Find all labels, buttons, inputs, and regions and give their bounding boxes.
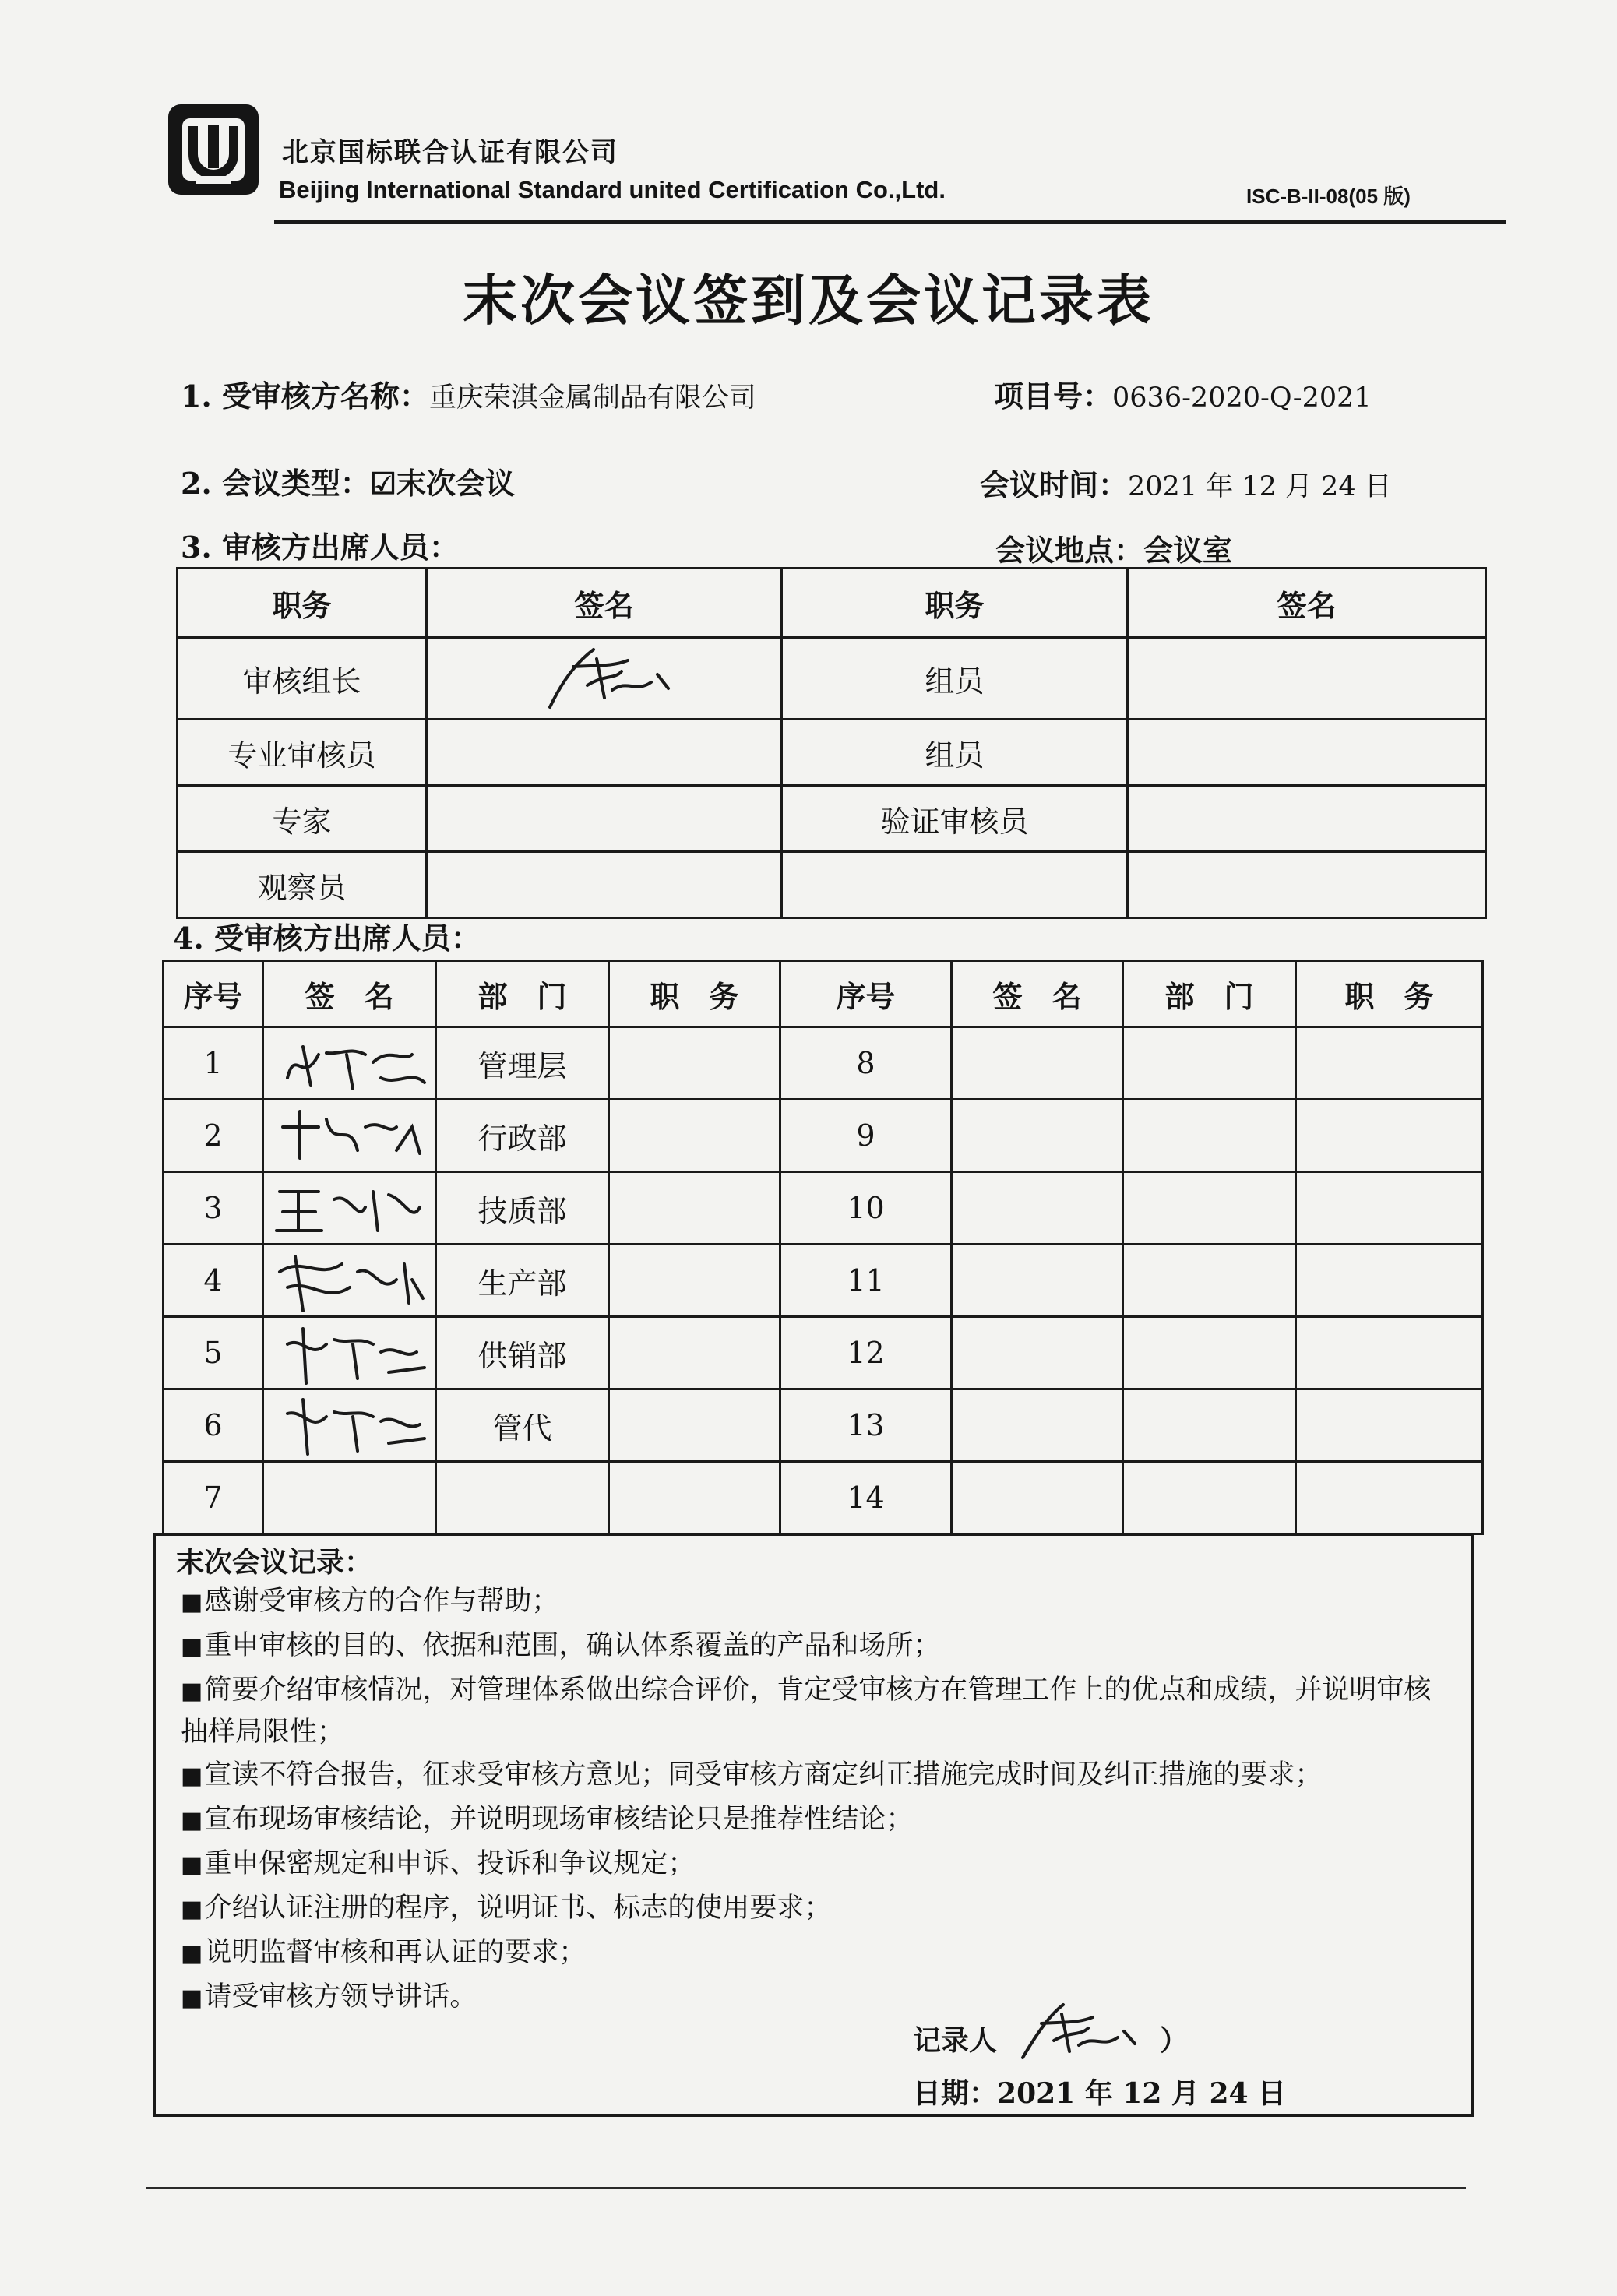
handwritten-signature bbox=[272, 1031, 428, 1095]
signature-cell bbox=[263, 1100, 436, 1172]
role-cell: 观察员 bbox=[178, 852, 427, 918]
header-signature: 签 名 bbox=[952, 961, 1123, 1027]
department-cell: 生产部 bbox=[436, 1245, 609, 1317]
department-cell bbox=[436, 1462, 609, 1534]
record-list-item bbox=[181, 1977, 1458, 2019]
record-item-text: 简要介绍审核情况，对管理体系做出综合评价，肯定受审核方在管理工作上的优点和成绩，并说明审核抽样局限性； bbox=[181, 1674, 1432, 1748]
signature-cell bbox=[1128, 852, 1486, 918]
department-cell: 管代 bbox=[436, 1389, 609, 1462]
header-position: 职 务 bbox=[609, 961, 780, 1027]
signature-cell bbox=[952, 1389, 1123, 1462]
number-cell: 1 bbox=[164, 1027, 263, 1100]
header-role: 职务 bbox=[178, 569, 427, 638]
recorder-line bbox=[913, 2019, 1188, 2062]
header-rule bbox=[274, 220, 1506, 224]
auditor-attendees-heading: 3. 审核方出席人员： bbox=[181, 530, 459, 565]
meeting-type-value: ☑末次会议 bbox=[369, 466, 515, 501]
department-cell: 供销部 bbox=[436, 1317, 609, 1389]
meeting-type-line bbox=[181, 460, 515, 502]
record-date-label: 日期： bbox=[913, 2077, 998, 2110]
signature-cell bbox=[427, 638, 782, 720]
position-cell bbox=[1296, 1245, 1483, 1317]
square-bullet-icon: ■ bbox=[181, 1678, 203, 1705]
role-cell: 专家 bbox=[178, 786, 427, 852]
handwritten-signature bbox=[519, 643, 690, 713]
role-cell: 专业审核员 bbox=[178, 720, 427, 786]
auditee-name-label: 1. 受审核方名称： bbox=[181, 379, 429, 414]
square-bullet-icon: ■ bbox=[181, 1896, 203, 1923]
record-list-item bbox=[181, 1581, 1458, 1623]
meeting-record-list bbox=[181, 1581, 1458, 2021]
handwritten-signature bbox=[272, 1321, 428, 1385]
number-cell: 5 bbox=[164, 1317, 263, 1389]
handwritten-signature bbox=[272, 1248, 428, 1312]
footer-rule bbox=[146, 2187, 1466, 2189]
signature-cell bbox=[263, 1172, 436, 1245]
record-date-line bbox=[913, 2072, 1286, 2111]
project-number-value: 0636-2020-Q-2021 bbox=[1112, 382, 1372, 414]
handwritten-signature bbox=[272, 1393, 428, 1457]
audit-team-header-row bbox=[178, 569, 1486, 638]
record-item-text: 说明监督审核和再认证的要求； bbox=[204, 1937, 587, 1968]
meeting-time-label: 会议时间： bbox=[980, 467, 1129, 502]
signature-cell bbox=[263, 1027, 436, 1100]
audit-team-row bbox=[178, 786, 1486, 852]
department-cell: 行政部 bbox=[436, 1100, 609, 1172]
audit-team-table bbox=[176, 567, 1487, 919]
signature-cell bbox=[427, 786, 782, 852]
auditee-name-line bbox=[181, 372, 756, 415]
company-name-cn: 北京国标联合认证有限公司 bbox=[282, 137, 618, 168]
signature-cell bbox=[1128, 720, 1486, 786]
audit-team-row bbox=[178, 720, 1486, 786]
record-list-item bbox=[181, 1625, 1458, 1667]
recorder-suffix: ） bbox=[1160, 2024, 1189, 2057]
project-number-line bbox=[994, 372, 1372, 415]
number-cell: 14 bbox=[780, 1462, 952, 1534]
auditee-row bbox=[164, 1317, 1483, 1389]
square-bullet-icon: ■ bbox=[181, 1589, 203, 1616]
department-cell bbox=[1123, 1245, 1296, 1317]
header-role: 职务 bbox=[782, 569, 1128, 638]
header-signature: 签名 bbox=[427, 569, 782, 638]
role-cell: 组员 bbox=[782, 638, 1128, 720]
number-cell: 7 bbox=[164, 1462, 263, 1534]
auditee-row bbox=[164, 1100, 1483, 1172]
record-list-item bbox=[181, 1843, 1458, 1886]
square-bullet-icon: ■ bbox=[181, 1940, 203, 1967]
auditee-name-value: 重庆荣淇金属制品有限公司 bbox=[428, 382, 756, 414]
number-cell: 2 bbox=[164, 1100, 263, 1172]
signature-cell bbox=[263, 1245, 436, 1317]
role-cell: 审核组长 bbox=[178, 638, 427, 720]
header-signature: 签名 bbox=[1128, 569, 1486, 638]
company-name-en: Beijing International Standard united Certification Co.,Ltd. bbox=[279, 176, 946, 203]
page-title: 末次会议签到及会议记录表 bbox=[463, 268, 1154, 333]
signature-cell bbox=[952, 1172, 1123, 1245]
signature-cell bbox=[263, 1389, 436, 1462]
auditee-row bbox=[164, 1245, 1483, 1317]
number-cell: 10 bbox=[780, 1172, 952, 1245]
signature-cell bbox=[1128, 638, 1486, 720]
square-bullet-icon: ■ bbox=[181, 1807, 203, 1834]
record-list-item bbox=[181, 1670, 1458, 1752]
form-code: ISC-B-II-08(05 版) bbox=[1246, 185, 1411, 208]
header-signature: 签 名 bbox=[263, 961, 436, 1027]
auditee-row bbox=[164, 1389, 1483, 1462]
meeting-time-line bbox=[980, 461, 1392, 504]
role-cell: 验证审核员 bbox=[782, 786, 1128, 852]
handwritten-signature bbox=[272, 1104, 428, 1167]
record-item-text: 感谢受审核方的合作与帮助； bbox=[204, 1586, 559, 1617]
square-bullet-icon: ■ bbox=[181, 1633, 203, 1660]
auditee-row bbox=[164, 1172, 1483, 1245]
position-cell bbox=[609, 1389, 780, 1462]
signature-cell bbox=[952, 1462, 1123, 1534]
record-item-text: 宣读不符合报告，征求受审核方意见；同受审核方商定纠正措施完成时间及纠正措施的要求； bbox=[204, 1759, 1323, 1791]
role-cell bbox=[782, 852, 1128, 918]
number-cell: 3 bbox=[164, 1172, 263, 1245]
number-cell: 11 bbox=[780, 1245, 952, 1317]
signature-cell bbox=[952, 1100, 1123, 1172]
signature-cell bbox=[427, 720, 782, 786]
certification-logo-icon bbox=[165, 101, 262, 198]
header-number: 序号 bbox=[164, 961, 263, 1027]
number-cell: 13 bbox=[780, 1389, 952, 1462]
record-list-item bbox=[181, 1799, 1458, 1841]
audit-team-row bbox=[178, 638, 1486, 720]
meeting-place-label: 会议地点： bbox=[995, 533, 1144, 568]
signature-cell bbox=[1128, 786, 1486, 852]
signature-cell bbox=[263, 1462, 436, 1534]
square-bullet-icon: ■ bbox=[181, 1851, 203, 1879]
department-cell bbox=[1123, 1317, 1296, 1389]
department-cell bbox=[1123, 1172, 1296, 1245]
record-item-text: 宣布现场审核结论，并说明现场审核结论只是推荐性结论； bbox=[204, 1804, 914, 1835]
record-item-text: 介绍认证注册的程序，说明证书、标志的使用要求； bbox=[204, 1893, 832, 1924]
number-cell: 6 bbox=[164, 1389, 263, 1462]
signature-cell bbox=[427, 852, 782, 918]
role-cell: 组员 bbox=[782, 720, 1128, 786]
position-cell bbox=[609, 1317, 780, 1389]
auditee-attendees-heading: 4. 受审核方出席人员： bbox=[173, 921, 481, 956]
department-cell: 管理层 bbox=[436, 1027, 609, 1100]
square-bullet-icon: ■ bbox=[181, 1984, 203, 2012]
number-cell: 8 bbox=[780, 1027, 952, 1100]
position-cell bbox=[609, 1245, 780, 1317]
position-cell bbox=[609, 1100, 780, 1172]
department-cell bbox=[1123, 1100, 1296, 1172]
record-list-item bbox=[181, 1755, 1458, 1797]
header-position: 职 务 bbox=[1296, 961, 1483, 1027]
department-cell bbox=[1123, 1462, 1296, 1534]
record-list-item bbox=[181, 1932, 1458, 1974]
position-cell bbox=[1296, 1172, 1483, 1245]
signature-cell bbox=[952, 1027, 1123, 1100]
header-department: 部 门 bbox=[1123, 961, 1296, 1027]
square-bullet-icon: ■ bbox=[181, 1762, 203, 1790]
position-cell bbox=[1296, 1389, 1483, 1462]
header-department: 部 门 bbox=[436, 961, 609, 1027]
number-cell: 9 bbox=[780, 1100, 952, 1172]
record-item-text: 重申审核的目的、依据和范围，确认体系覆盖的产品和场所； bbox=[204, 1630, 941, 1661]
meeting-record-title: 末次会议记录： bbox=[176, 1546, 373, 1579]
recorder-signature bbox=[1007, 2000, 1147, 2062]
number-cell: 4 bbox=[164, 1245, 263, 1317]
handwritten-signature bbox=[272, 1176, 428, 1240]
position-cell bbox=[1296, 1027, 1483, 1100]
auditee-table-body bbox=[164, 1027, 1483, 1534]
recorder-label: 记录人 bbox=[913, 2024, 998, 2057]
project-number-label: 项目号： bbox=[994, 379, 1113, 414]
header-number: 序号 bbox=[780, 961, 952, 1027]
number-cell: 12 bbox=[780, 1317, 952, 1389]
record-item-text: 请受审核方领导讲话。 bbox=[204, 1981, 477, 2013]
auditee-row bbox=[164, 1462, 1483, 1534]
meeting-time-value: 2021 年 12 月 24 日 bbox=[1128, 471, 1392, 502]
signature-cell bbox=[263, 1317, 436, 1389]
department-cell bbox=[1123, 1389, 1296, 1462]
meeting-place-value: 会议室 bbox=[1143, 533, 1233, 568]
department-cell bbox=[1123, 1027, 1296, 1100]
record-item-text: 重申保密规定和申诉、投诉和争议规定； bbox=[204, 1848, 696, 1879]
meeting-place-line bbox=[995, 526, 1232, 569]
auditee-row bbox=[164, 1027, 1483, 1100]
position-cell bbox=[609, 1172, 780, 1245]
position-cell bbox=[609, 1027, 780, 1100]
department-cell: 技质部 bbox=[436, 1172, 609, 1245]
signature-cell bbox=[952, 1317, 1123, 1389]
signature-cell bbox=[952, 1245, 1123, 1317]
meeting-type-label: 2. 会议类型： bbox=[181, 466, 370, 501]
position-cell bbox=[1296, 1100, 1483, 1172]
record-date-value: 2021 年 12 月 24 日 bbox=[997, 2077, 1287, 2110]
position-cell bbox=[609, 1462, 780, 1534]
audit-team-row bbox=[178, 852, 1486, 918]
auditee-header-row bbox=[164, 961, 1483, 1027]
position-cell bbox=[1296, 1462, 1483, 1534]
position-cell bbox=[1296, 1317, 1483, 1389]
record-list-item bbox=[181, 1888, 1458, 1930]
auditee-attendees-table bbox=[162, 960, 1484, 1535]
